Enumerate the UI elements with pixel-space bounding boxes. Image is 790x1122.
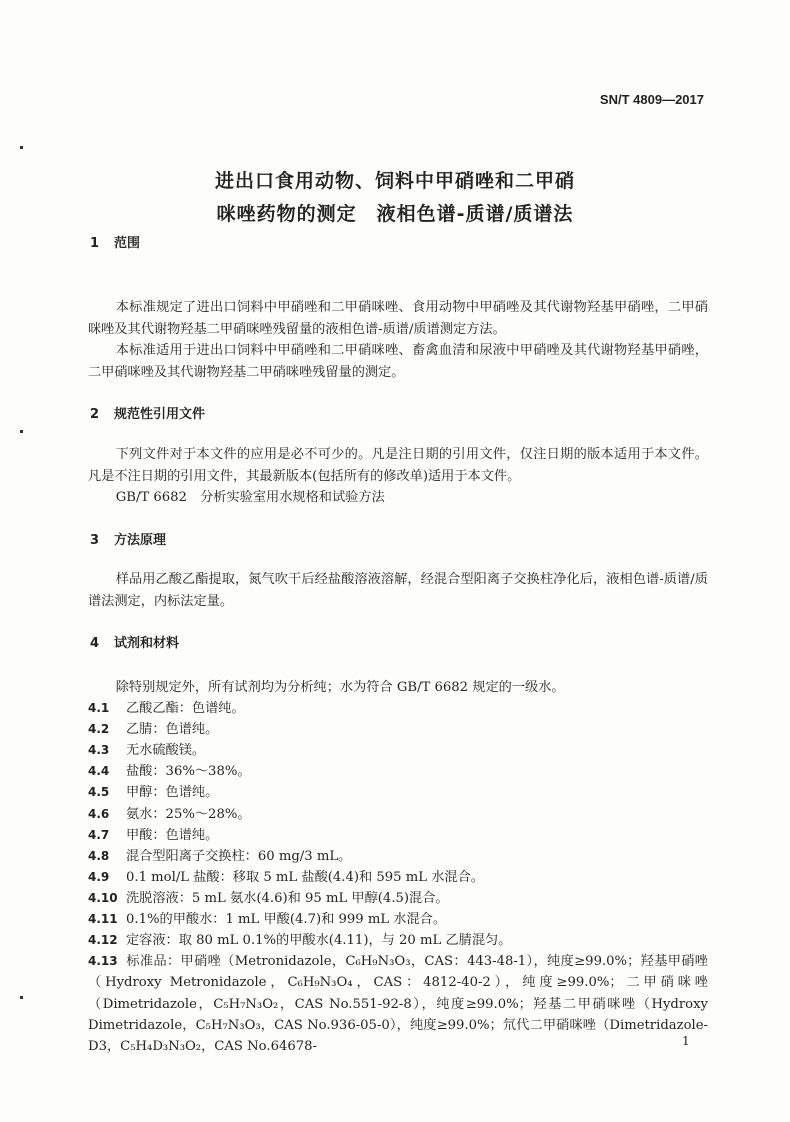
reagent-item	[88, 782, 708, 803]
item-number: 4.5	[88, 785, 110, 800]
item-text: 乙酸乙酯：色谱纯。	[126, 701, 245, 716]
reagent-item	[88, 719, 708, 740]
paragraph: 下列文件对于本文件的应用是必不可少的。凡是注日期的引用文件，仅注日期的版本适用于本文件。凡是不注日期的引用文件，其最新版本(包括所有的修改单)适用于本文件。	[88, 447, 708, 484]
item-text: 甲醇：色谱纯。	[126, 785, 219, 801]
item-number: 4.8	[88, 848, 110, 863]
item-text: 无水硫酸镁。	[126, 743, 206, 759]
reagent-item	[88, 888, 708, 909]
item-text: 混合型阳离子交换柱：60 mg/3 mL。	[126, 848, 352, 864]
item-number: 4.2	[88, 722, 110, 737]
section-heading: 3 方法原理	[90, 533, 167, 548]
standard-number: SN/T 4809—2017	[599, 92, 704, 107]
item-number: 4.4	[88, 764, 110, 779]
paragraph: 除特别规定外，所有试剂均为分析纯；水为符合 GB/T 6682 规定的一级水。	[115, 680, 565, 695]
item-text: 甲酸：色谱纯。	[126, 827, 219, 843]
item-text: 0.1%的甲酸水：1 mL 甲酸(4.7)和 999 mL 水混合。	[126, 912, 447, 927]
reagent-item	[88, 930, 708, 951]
item-number: 4.13	[88, 954, 118, 969]
item-text: 标准品：甲硝唑（Metronidazole，C₆H₉N₃O₃，CAS：443-48-1），纯度≥99.0%；羟基甲硝唑（Hydroxy Metronidazole，C₆H₉N₃O₄，CAS：4812-40-2），纯度≥99.0%；二甲硝咪唑（Dimetridazole，C₅H₇N₃O₂，CAS No.551-92-8），纯度≥99.0%；羟基二甲硝咪唑（Hydroxy Dimetridazole，C₅H₇N₃O₃，CAS No.936-05-0），纯度≥99.0%；氘代二甲硝咪唑（Dimetridazole-D3，C₅H₄D₃N₃O₂，CAS No.64678-	[88, 954, 708, 1054]
reagent-item	[88, 698, 708, 719]
reagent-item	[88, 804, 708, 825]
reagent-item	[88, 846, 708, 867]
reagent-item	[88, 761, 708, 782]
section-heading: 4 试剂和材料	[90, 636, 180, 651]
title-line-2: 咪唑药物的测定 液相色谱-质谱/质谱法	[216, 203, 574, 225]
reagent-item	[88, 867, 708, 888]
item-number: 4.10	[88, 890, 118, 905]
section-heading: 1 范围	[90, 236, 141, 251]
item-text: 定容液：取 80 mL 0.1%的甲酸水(4.11)，与 20 mL 乙腈混匀。	[126, 933, 512, 949]
scan-mark	[20, 146, 23, 149]
item-text: 乙腈：色谱纯。	[126, 722, 219, 738]
reagent-item	[88, 825, 708, 846]
reagent-item	[88, 951, 708, 1057]
reagent-item	[88, 740, 708, 761]
item-text: 盐酸：36%～38%。	[126, 764, 251, 780]
paragraph: 样品用乙酸乙酯提取，氮气吹干后经盐酸溶液溶解，经混合型阳离子交换柱净化后，液相色谱-质谱/质谱法测定，内标法定量。	[88, 572, 708, 609]
section-heading: 2 规范性引用文件	[90, 407, 206, 422]
item-text: 0.1 mol/L 盐酸：移取 5 mL 盐酸(4.4)和 595 mL 水混合。	[126, 869, 484, 885]
title-line-1: 进出口食用动物、饲料中甲硝唑和二甲硝	[214, 170, 575, 192]
item-number: 4.7	[88, 827, 110, 842]
item-number: 4.3	[88, 743, 110, 758]
paragraph: 本标准规定了进出口饲料中甲硝唑和二甲硝咪唑、食用动物中甲硝唑及其代谢物羟基甲硝唑，二甲硝咪唑及其代谢物羟基二甲硝咪唑残留量的液相色谱-质谱/质谱测定方法。	[88, 300, 708, 337]
item-number: 4.6	[88, 806, 110, 821]
reagent-item	[88, 909, 708, 930]
scan-mark	[20, 996, 23, 999]
item-number: 4.1	[88, 701, 110, 715]
item-number: 4.9	[88, 869, 110, 884]
normative-reference: GB/T 6682 分析实验室用水规格和试验方法	[115, 490, 385, 505]
paragraph: 本标准适用于进出口饲料中甲硝唑和二甲硝咪唑、畜禽血清和尿液中甲硝唑及其代谢物羟基甲硝唑，二甲硝咪唑及其代谢物羟基二甲硝咪唑残留量的测定。	[88, 343, 708, 380]
item-text: 氨水：25%～28%。	[126, 806, 251, 822]
item-number: 4.11	[88, 912, 118, 926]
item-number: 4.12	[88, 933, 118, 948]
page-number: 1	[682, 1034, 690, 1048]
scan-mark	[20, 430, 23, 433]
item-text: 洗脱溶液：5 mL 氨水(4.6)和 95 mL 甲醇(4.5)混合。	[126, 890, 449, 906]
